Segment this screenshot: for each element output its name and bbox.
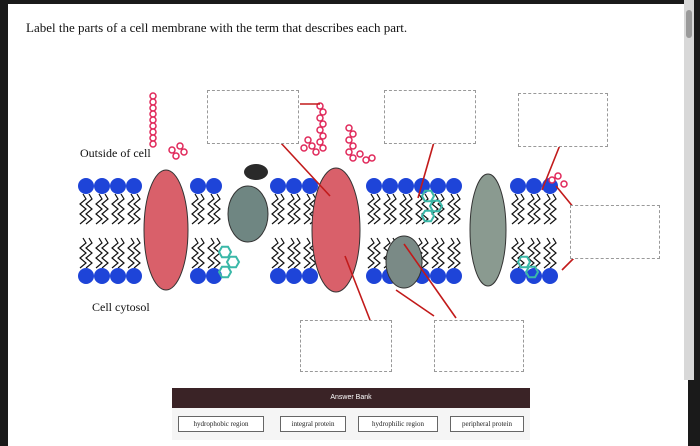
lipid-tail: [544, 238, 550, 268]
glyco-chain: [309, 143, 315, 149]
phospholipid-head: [110, 268, 126, 284]
phospholipid-head: [366, 268, 382, 284]
lipid-tail: [96, 238, 102, 268]
lipid-tail: [512, 238, 518, 268]
phospholipid-head: [446, 178, 462, 194]
glyco-chain: [555, 173, 561, 179]
glyco-chain: [350, 131, 356, 137]
glyco-chain: [346, 125, 352, 131]
glyco-chain: [305, 137, 311, 143]
phospholipid-head: [110, 178, 126, 194]
glyco-chain: [150, 99, 156, 105]
pointer-line: [396, 290, 434, 316]
glyco-chain: [369, 155, 375, 161]
phospholipid-head: [78, 268, 94, 284]
phospholipid-head: [94, 178, 110, 194]
lipid-tail: [208, 238, 214, 268]
phospholipid-head: [126, 268, 142, 284]
lipid-tail: [432, 238, 438, 268]
glyco-chain: [320, 145, 326, 151]
glyco-chain: [320, 121, 326, 127]
lipid-tail: [112, 238, 118, 268]
lipid-tail: [80, 238, 86, 268]
channel-protein: [228, 186, 268, 242]
phospholipid-head: [270, 178, 286, 194]
lipid-tail: [528, 194, 534, 224]
label-target-6[interactable]: [434, 320, 524, 372]
phospholipid-head: [510, 178, 526, 194]
glyco-chain: [150, 111, 156, 117]
phospholipid-head: [366, 178, 382, 194]
phospholipid-head: [190, 268, 206, 284]
glyco-chain: [317, 139, 323, 145]
lipid-tail: [368, 238, 374, 268]
lipid-tail: [128, 238, 134, 268]
phospholipid-head: [270, 268, 286, 284]
phospholipid-head: [526, 178, 542, 194]
lipid-tail: [96, 194, 102, 224]
lipid-tail: [208, 194, 214, 224]
lipid-tail: [272, 194, 278, 224]
phospholipid-head: [302, 268, 318, 284]
glyco-chain: [150, 93, 156, 99]
integral-protein: [312, 168, 360, 292]
lipid-tail: [512, 194, 518, 224]
lipid-tail: [544, 194, 550, 224]
phospholipid-head: [382, 178, 398, 194]
lipid-tail: [288, 194, 294, 224]
glyco-chain: [301, 145, 307, 151]
phospholipid-head: [430, 268, 446, 284]
phospholipid-head: [78, 178, 94, 194]
pointer-line: [345, 256, 370, 320]
glyco-chain: [561, 181, 567, 187]
lipid-tail: [304, 194, 310, 224]
term-integral-protein[interactable]: integral protein: [280, 416, 346, 432]
lipid-tail: [304, 238, 310, 268]
phospholipid-head: [446, 268, 462, 284]
phospholipid-head: [510, 268, 526, 284]
term-hydrophilic-region[interactable]: hydrophilic region: [358, 416, 438, 432]
label-target-4[interactable]: [570, 205, 660, 259]
label-target-1[interactable]: [207, 90, 299, 144]
glyco-chain: [357, 151, 363, 157]
pointer-line: [562, 258, 574, 270]
glyco-chain: [150, 129, 156, 135]
cell-cytosol-label: Cell cytosol: [92, 300, 150, 314]
term-peripheral-protein[interactable]: peripheral protein: [450, 416, 524, 432]
lipid-tail: [272, 238, 278, 268]
answer-bank: [172, 388, 530, 440]
lipid-tail: [448, 238, 454, 268]
glyco-chain: [320, 109, 326, 115]
integral-protein: [144, 170, 188, 290]
lipid-tail: [192, 194, 198, 224]
phospholipid-head: [126, 178, 142, 194]
lipid-tail: [384, 194, 390, 224]
term-hydrophobic-region[interactable]: hydrophobic region: [178, 416, 264, 432]
outside-of-cell-label: Outside of cell: [80, 146, 151, 160]
glyco-chain: [177, 143, 183, 149]
answer-bank-header: Answer Bank: [172, 388, 530, 408]
glyco-chain: [173, 153, 179, 159]
lipid-tail: [368, 194, 374, 224]
cholesterol-ring: [518, 257, 530, 267]
label-target-3[interactable]: [518, 93, 608, 147]
glyco-chain: [346, 149, 352, 155]
glyco-chain: [317, 115, 323, 121]
phospholipid-head: [398, 178, 414, 194]
phospholipid-head: [286, 268, 302, 284]
integral-protein: [470, 174, 506, 286]
glyco-chain: [317, 127, 323, 133]
lipid-tail: [80, 194, 86, 224]
lipid-tail: [448, 194, 454, 224]
glyco-chain: [150, 135, 156, 141]
lipid-tail: [192, 238, 198, 268]
lipid-tail: [288, 238, 294, 268]
glyco-chain: [169, 147, 175, 153]
glyco-chain: [313, 149, 319, 155]
glyco-chain: [150, 117, 156, 123]
glyco-chain: [346, 137, 352, 143]
cholesterol-ring: [227, 257, 239, 267]
glyco-chain: [350, 143, 356, 149]
phospholipid-head: [94, 268, 110, 284]
label-target-5[interactable]: [300, 320, 392, 372]
cholesterol-ring: [219, 247, 231, 257]
glyco-chain: [150, 123, 156, 129]
phospholipid-head: [206, 178, 222, 194]
glyco-chain: [350, 155, 356, 161]
lipid-tail: [416, 194, 422, 224]
question-text: Label the parts of a cell membrane with the term that describes each part.: [26, 20, 408, 35]
phospholipid-head: [190, 178, 206, 194]
glyco-chain: [320, 133, 326, 139]
scrollbar-track[interactable]: [684, 0, 694, 380]
phospholipid-head: [286, 178, 302, 194]
channel-cap: [244, 164, 268, 180]
lipid-tail: [400, 194, 406, 224]
lipid-tail: [112, 194, 118, 224]
glyco-chain: [549, 177, 555, 183]
phospholipid-head: [542, 268, 558, 284]
lipid-tail: [128, 194, 134, 224]
glyco-chain: [181, 149, 187, 155]
glyco-chain: [150, 105, 156, 111]
label-target-2[interactable]: [384, 90, 476, 144]
scrollbar-thumb[interactable]: [686, 10, 692, 38]
glyco-chain: [363, 157, 369, 163]
